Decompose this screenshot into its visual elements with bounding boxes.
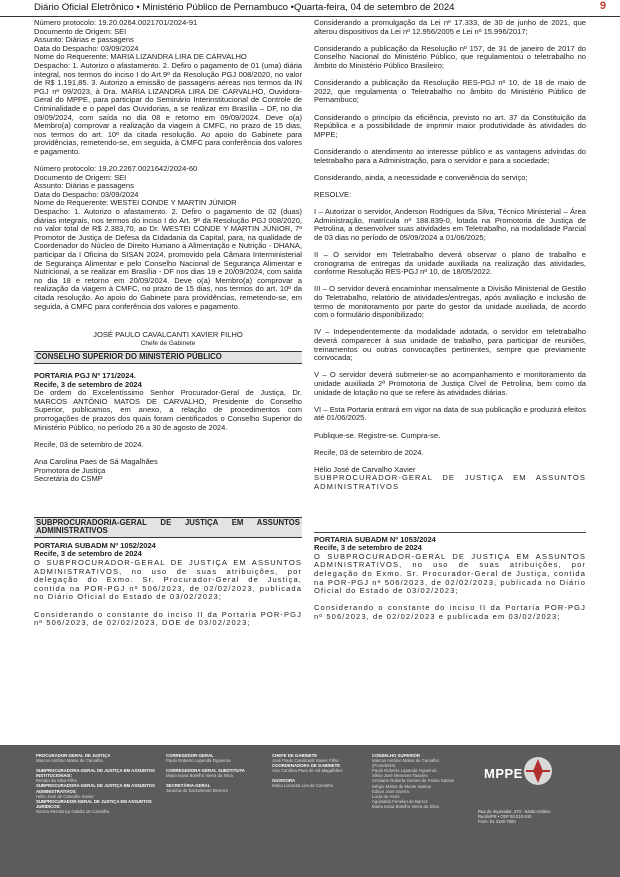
footer-column-3 <box>272 753 362 789</box>
footer-column-2 <box>166 753 256 794</box>
portaria-title: PORTARIA PGJ Nº 171/2024. <box>34 370 136 380</box>
paragraph: Recife, 03 de setembro de 2024. <box>314 447 424 457</box>
footer-entry: SUBPROCURADOR-GERAL DE JUSTIÇA EM ASSUNTOS JURÍDICOS: Norma Mendonça Galvão de Carvalho <box>36 798 152 814</box>
portaria-title: PORTARIA SUBADM Nº 1053/2024 <box>314 534 436 544</box>
signer-role: SUBPROCURADOR-GERAL DE JUSTIÇA EM ASSUNTOS ADMINISTRATIVOS <box>314 473 586 492</box>
footer-entry: COORDENADORA DE GABINETE Ana Carolina Paes de Sá Magalhães <box>272 763 343 774</box>
paragraph: I – Autorizar o servidor, Anderson Rodrigues da Silva, Técnico Ministerial – Área Administração, matrícula nº 188.839-0, lotada na Promotoria de Justiça de Petrolina, a desenvolver suas atividades em Teletrabalho, na modalidade Parcial de 03 dias no período de 05/09/2024 a 01/06/2025; <box>314 207 586 242</box>
logo-text: MPPE <box>484 766 523 781</box>
despacho-block-2: Número protocolo: 19.20.2267.0021642/2024-60 Documento de Origem: SEI Assunto: Diárias e passagens Data do Despacho: 03/09/2024 Nome do Requerente: WESTEI CONDE Y MARTIN JÚNIOR Despacho: 1. Autorizo o afastamento. 2. Defiro o pagamento de 02 (duas) diárias integrais, nos termos do inciso I do Art. 9º da Resolução PGJ 008/2020, no valor total de R$ 2.383,70, ao Dr. WESTEI CONDE Y MARTIN JÚNIOR, 7º Promotor de Justiça de Defesa da Cidadania da Capital, para, na qualidade de Coordenador do Núcleo de Direito Humano à Alimentação e Nutrição - DHANA, participar da I Oficina do SISAN 2024, promovido pela Câmara Interministerial de Segurança Alimentar e pelo Conselho Nacional de Segurança Alimentar e Nutricional, a se realizar em Brasília - DF nos dias 19 e 20/09/2024, com saída no dia 18 e retorno em 20/09/2024. Deve o(a) Membro(a) comprovar a realização da viagem à CMFC, no prazo de 15 dias, nos termos do art. 10º da citada resolução. Ao apoio do Gabinete para providências, remetendo-se, em seguida, à CMFC para conferência dos valores e pagamento. <box>34 164 302 311</box>
right-column <box>314 19 586 622</box>
page-footer <box>0 745 620 877</box>
footer-entry: OUVIDORA Maria Lizandra Lira de Carvalho <box>272 778 334 789</box>
paragraph: Considerando a publicação da Resolução RES-PGJ nº 10, de 18 de maio de 2022, que regulamenta o Teletrabalho no âmbito do Ministério Público de Pernambuco; <box>314 78 586 105</box>
signature <box>34 331 302 348</box>
portaria-date: Recife, 3 de setembro de 2024 <box>34 379 142 389</box>
section-header-subadm: SUBPROCURADORIA-GERAL DE JUSTIÇA EM ASSUNTOS ADMINISTRATIVOS <box>34 517 302 538</box>
portaria-considerando: Considerando o constante do inciso II da Portaria POR-PGJ nº 506/2023, de 02/02/2023 e publicada em 03/02/2023; <box>314 603 586 621</box>
mppe-logo <box>478 749 598 849</box>
paragraph: Considerando o princípio da eficiência, previsto no art. 37 da Constituição da República e a possibilidade de imprimir maior produtividade às atividades do MPPE; <box>314 112 586 139</box>
paragraph: Considerando a publicação da Resolução nº 157, de 31 de janeiro de 2017 do Conselho Nacional do Ministério Público, que regulamentou o teletrabalho no âmbito do Ministério Público Brasileiro; <box>314 43 586 70</box>
left-column <box>34 19 302 628</box>
footer-address: Rua do Imperador, 473 - Santo Antônio Recife/PE • CEP 50.010-240 Fone: 81 3182-7000 <box>478 809 551 824</box>
footer-entry: SUBPROCURADORA-GERAL DE JUSTIÇA EM ASSUNTOS ADMINISTRATIVOS: Hélio José de Carvalho Xavier <box>36 783 155 799</box>
paragraph: Considerando, ainda, a necessidade e conveniência do serviço; <box>314 172 528 182</box>
page-header <box>0 0 620 17</box>
resolve-label: RESOLVE: <box>314 189 352 199</box>
portaria-body: De ordem do Excelentíssimo Senhor Procurador-Geral de Justiça, Dr. MARCOS ANTÔNIO MATOS DE CARVALHO, Presidente do Conselho Superior, publicamos, em anexo, a relação de procedimentos com prorrogações de prazos dos quais foram cientificados o Conselho Superior do Ministério Público, no período 26 a 30 de agosto de 2024. <box>34 388 302 432</box>
portaria-date: Recife, 3 de setembro de 2024 <box>34 549 142 559</box>
paragraph: Considerando a promulgação da Lei nº 17.333, de 30 de junho de 2021, que alterou dispositivos da Lei nº 12.956/2005 e Lei nº 15.996/2017; <box>314 18 586 36</box>
portaria-title: PORTARIA SUBADM Nº 1052/2024 <box>34 540 156 550</box>
page-number: 9 <box>599 0 606 12</box>
paragraph: Considerando o atendimento ao interesse público e as vantagens advindas do teletrabalho para a Administração, para o servidor e para a sociedade; <box>314 146 586 165</box>
paragraph: Publique-se. Registre-se. Cumpra-se. <box>314 430 441 440</box>
footer-entry: CORREGEDOR-GERAL Paulo Roberto Lapenda Figueiroa <box>166 753 231 764</box>
footer-entry: CORREGEDORA-GERAL SUBSTITUTA Maria Ivana Botelho Vieira da Silva <box>166 768 245 779</box>
signer-role: Chefe de Gabinete <box>140 339 196 347</box>
footer-entry: PROCURADOR-GERAL DE JUSTIÇA Marcos Antônio Matos de Carvalho <box>36 753 111 764</box>
paragraph: V – O servidor deverá submeter-se ao acompanhamento e monitoramento da unidade auxiliada 2ª Promotoria de Justiça Cível de Petrolina, bem como da unidade de lotação no que se refere às atividades diárias. <box>314 370 586 397</box>
signer-name: Hélio José de Carvalho Xavier <box>314 464 416 474</box>
paragraph: IV – Independentemente da modalidade adotada, o servidor em teletrabalho deverá comparecer à sua unidade de trabalho, para participar de reuniões, treinamentos ou outras convocações pertinentes, sempre que previamente convocada; <box>314 327 586 363</box>
signer-name: JOSÉ PAULO CAVALCANTI XAVIER FILHO <box>93 330 243 340</box>
despacho-block-1: Número protocolo: 19.20.0264.0021701/2024-91 Documento de Origem: SEI Assunto: Diárias e passagens Data do Despacho: 03/09/2024 Nome do Requerente: MARIA LIZANDRA LIRA DE CARVALHO Despacho: 1. Autorizo o afastamento. 2. Defiro o pagamento de 01 (uma) diária integral, nos termos do inciso I do Art.9º da Resolução PGJ 008/2020, no valor de R$ 1.191,85. 3. Autorizo a emissão de passagens aéreas nos termos da IN PGJ nº 09/2023, à Dra. MARIA LIZANDRA LIRA DE CARVALHO, Ouvidora-Geral do MPPE, para participar do Seminário Interinstitucional de Controle de Criminalidade e o papel das Ouvidorias, a se realizar em Brasília – DF, no dia 09/09/2024, com saída no dia 08 e retorno em 09/09/2024. Deve o(a) Membro(a) comprovar a realização da viagem à CMFC, no prazo de 15 dias, nos termos do art. 10º da citada resolução. Ao apoio do Gabinete para providências, remetendo-se, em seguida, à CMFC para conferência dos valores e pagamento. <box>34 18 302 156</box>
footer-label: CONSELHO SUPERIOR <box>372 753 420 758</box>
footer-column-1 <box>36 753 156 814</box>
header-title: Diário Oficial Eletrônico • Ministério Público de Pernambuco •Quarta-feira, 04 de setembro de 2024 <box>34 2 455 13</box>
paragraph: III – O servidor deverá encaminhar mensalmente a Divisão Ministerial de Gestão do Teletrabalho, relatório de atividades/entregas, após avaliação e inclusão de termo de monitoramento por parte do gestor da unidade auxiliada, de acordo com o formulário disponibilizado; <box>314 284 586 320</box>
footer-entry: CHEFE DE GABINETE José Paulo Cavalcanti Xavier Filho <box>272 753 339 764</box>
portaria-date: Recife, 3 de setembro de 2024 <box>314 543 422 553</box>
portaria-considerando: Considerando o constante do inciso II da Portaria POR-PGJ nº 506/2023, de 02/02/2023, DOE de 03/02/2023; <box>34 609 302 628</box>
paragraph: II – O servidor em Teletrabalho deverá observar o plano de trabalho e cronograma de entregas da unidade auxiliada na realização das atividades, conforme Resolução RES-PGJ nº 10, de 18/05/2022. <box>314 250 586 277</box>
portaria-body: O SUBPROCURADOR-GERAL DE JUSTIÇA EM ASSUNTOS ADMINISTRATIVOS, no uso de suas atribuições, por delegação do Exmo. Sr. Procurador-Geral de Justiça, contida na POR-PGJ nº 506/2023, de 02/02/2023, publicada no Diário Oficial do Estado de 03/02/2023; <box>34 558 302 602</box>
footer-entry: SUBPROCURADORA-GERAL DE JUSTIÇA EM ASSUNTOS INSTITUCIONAIS: Renato da Silva Filho <box>36 768 155 784</box>
paragraph: VI – Esta Portaria entrará em vigor na data de sua publicação e produzirá efeitos até 01/06/2025. <box>314 404 586 423</box>
portaria-signature: Ana Carolina Paes de Sá Magalhães Promotora de Justiça Secretária do CSMP <box>34 456 158 484</box>
footer-entry: SECRETÁRIA-GERAL Janaína do Sacramento Bezerra <box>166 783 228 794</box>
council-members: Marcos Antônio Matos de Carvalho (Presidente) Paulo Roberto Lapenda Figueiroa Sílvio José Menezes Tavares Cristiane Roberta Gomes de Farias Santos Sérgio Matos de Monte Santos Edson José Guerra Lúcia de Assis Aguinaldo Fenelon de Barros Maria Ivana Botelho Vieira da Silva <box>372 758 455 809</box>
section-header-csmp: CONSELHO SUPERIOR DO MINISTÉRIO PÚBLICO <box>34 351 302 364</box>
portaria-place-date: Recife, 03 de setembro de 2024. <box>34 439 144 449</box>
footer-column-4 <box>372 753 462 809</box>
portaria-body: O SUBPROCURADOR-GERAL DE JUSTIÇA EM ASSUNTOS ADMINISTRATIVOS, no uso de suas atribuições, por delegação do Exmo. Sr. Procurador-Geral de Justiça, contida na POR-PGJ nº 506/2023, de 02/02/2023, publicada no Diário Oficial do Estado de 03/02/2023; <box>314 551 586 596</box>
